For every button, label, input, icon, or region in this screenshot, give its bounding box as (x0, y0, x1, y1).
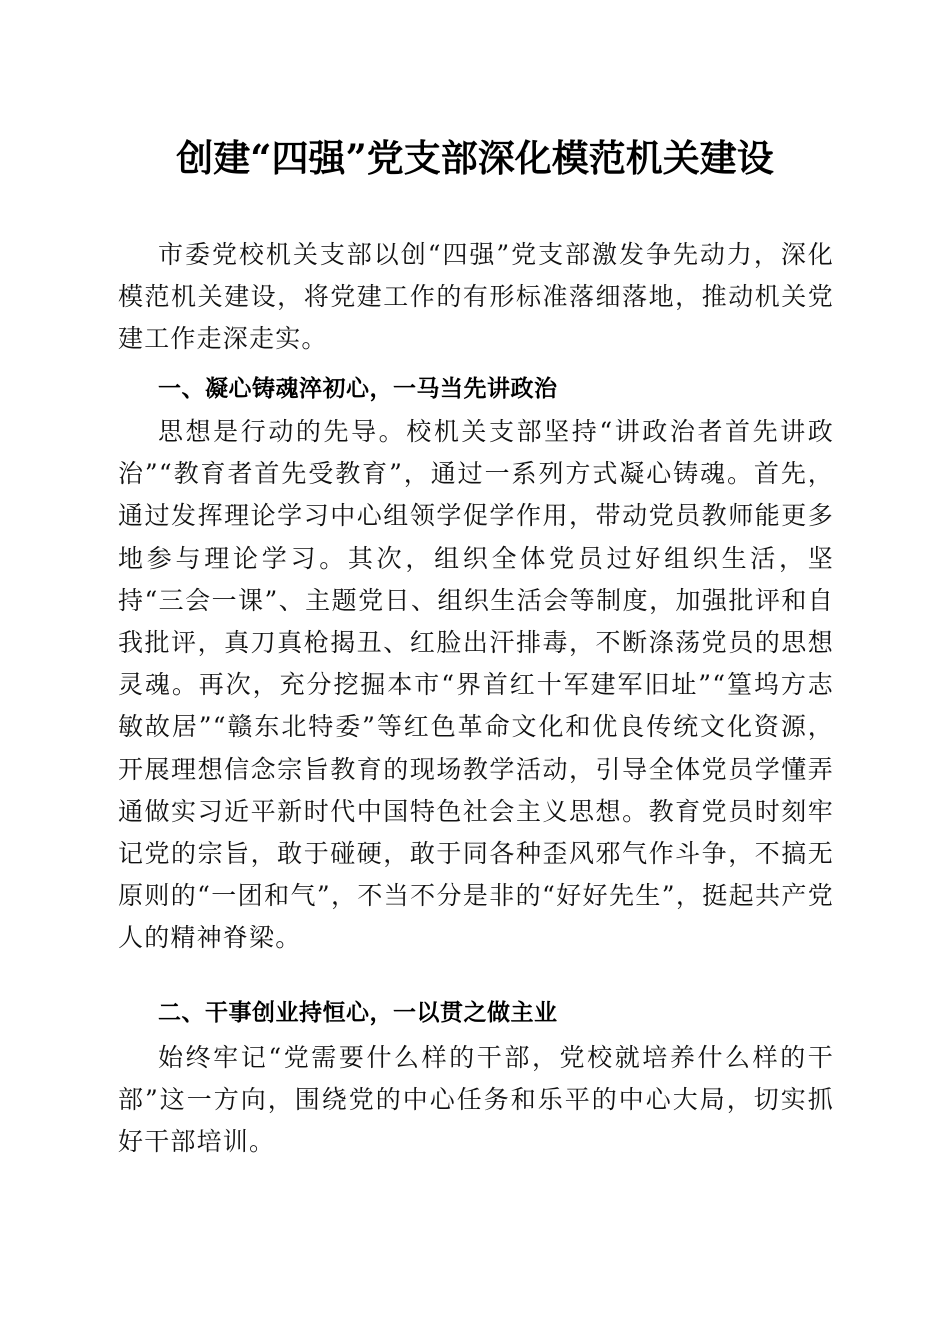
section-paragraph-2: 始终牢记“党需要什么样的干部，党校就培养什么样的干部”这一方向，围绕党的中心任务和乐平的中心大局，切实抓好干部培训。 (118, 1043, 834, 1157)
section-heading-2: 二、干事创业持恒心，一以贯之做主业 (158, 1000, 558, 1026)
section-paragraph-1: 思想是行动的先导。校机关支部坚持“讲政治者首先讲政治”“教育者首先受教育”，通过一系列方式凝心铸魂。首先，通过发挥理论学习中心组领学促学作用，带动党员教师能更多地参与理论学习。其次，组织全体党员过好组织生活，坚持“三会一课”、主题党日、组织生活会等制度，加强批评和自我批评，真刀真枪揭丑、红脸出汗排毒，不断涤荡党员的思想灵魂。再次，充分挖掘本市“界首红十军建军旧址”“篁坞方志敏故居”“赣东北特委”等红色革命文化和优良传统文化资源，开展理想信念宗旨教育的现场教学活动，引导全体党员学懂弄通做实习近平新时代中国特色社会主义思想。教育党员时刻牢记党的宗旨，敢于碰硬，敢于同各种歪风邪气作斗争，不搞无原则的“一团和气”，不当不分是非的“好好先生”，挺起共产党人的精神脊梁。 (118, 417, 834, 953)
section-heading-1: 一、凝心铸魂淬初心，一马当先讲政治 (158, 376, 558, 402)
document-title: 创建“四强”党支部深化模范机关建设 (176, 136, 774, 180)
intro-paragraph: 市委党校机关支部以创“四强”党支部激发争先动力，深化模范机关建设，将党建工作的有形标准落细落地，推动机关党建工作走深走实。 (118, 240, 834, 354)
